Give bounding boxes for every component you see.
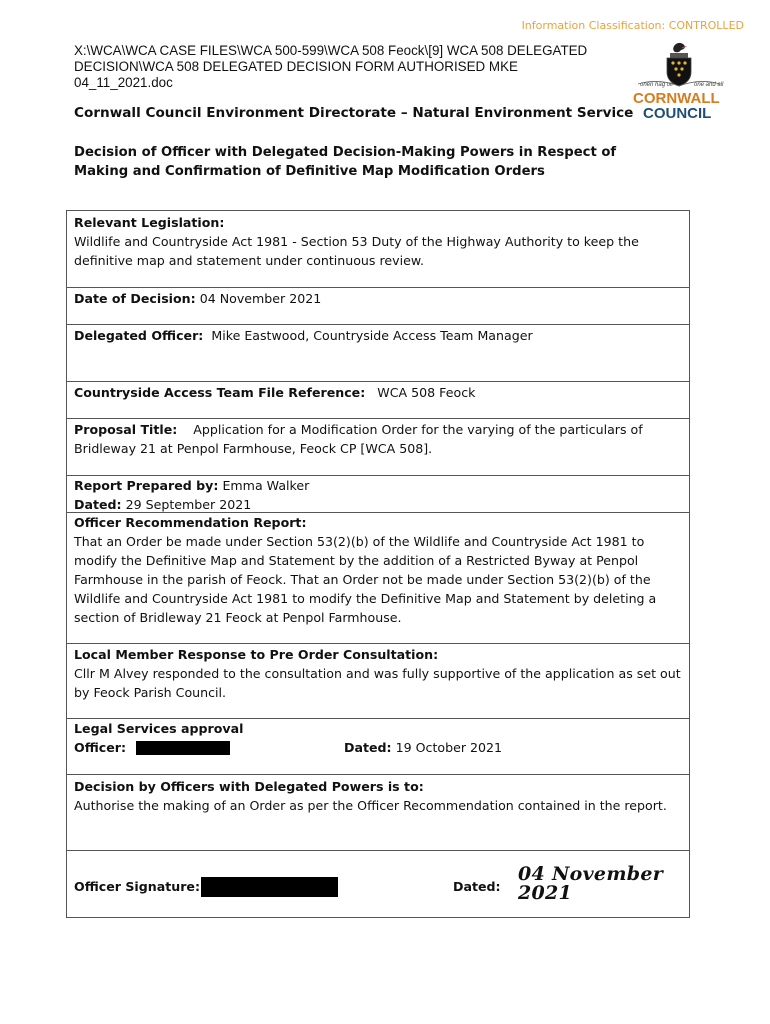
decision-date-row [67, 288, 689, 325]
signature-label: Officer Signature: [74, 879, 200, 894]
report-row [67, 476, 689, 513]
file-reference-label: Countryside Access Team File Reference: [74, 385, 366, 400]
legislation-value: Wildlife and Countryside Act 1981 - Section 53 Duty of the Highway Authority to keep the definitive map and statement under continuous review. [74, 234, 639, 268]
file-reference-value: WCA 508 Feock [377, 385, 476, 400]
logo-name-line1: CORNWALL [633, 90, 720, 107]
delegated-officer-label: Delegated Officer: [74, 328, 204, 343]
classification-label: Information Classification: CONTROLLED [521, 19, 744, 32]
report-prepared-label: Report Prepared by: [74, 478, 219, 493]
legislation-label: Relevant Legislation: [74, 215, 225, 230]
legal-label: Legal Services approval [74, 721, 244, 736]
legal-row [67, 719, 689, 775]
signature-row [67, 851, 689, 917]
decision-row [67, 775, 689, 851]
delegated-officer-row [67, 325, 689, 382]
local-member-row [67, 644, 689, 719]
cornwall-council-logo [630, 38, 728, 122]
directorate-heading: Cornwall Council Environment Directorate – Natural Environment Service [74, 105, 634, 121]
legal-dated-label: Dated: [344, 740, 392, 755]
legislation-row [67, 211, 689, 288]
recommendation-label: Officer Recommendation Report: [74, 515, 307, 530]
signature-redaction [201, 877, 338, 897]
decision-value: Authorise the making of an Order as per the Officer Recommendation contained in the report. [74, 798, 667, 813]
signature-dated-label: Dated: [453, 879, 501, 894]
local-member-value: Cllr M Alvey responded to the consultation and was fully supportive of the application as set out by Feock Parish Council. [74, 666, 681, 700]
file-path: X:\WCA\WCA CASE FILES\WCA 500-599\WCA 508 Feock\[9] WCA 508 DELEGATED DECISION\WCA 508 DELEGATED DECISION FORM AUTHORISED MKE 04_11_2021.doc [74, 43, 588, 90]
proposal-row [67, 419, 689, 476]
proposal-label: Proposal Title: [74, 422, 178, 437]
cornwall-council-crest-icon [638, 43, 720, 86]
legal-dated-value: 19 October 2021 [395, 740, 503, 755]
local-member-label: Local Member Response to Pre Order Consultation: [74, 647, 439, 662]
decision-date-label: Date of Decision: [74, 291, 196, 306]
proposal-value: Application for a Modification Order for the varying of the particulars of Bridleway 21 at Penpol Farmhouse, Feock CP [WCA 508]. [74, 422, 643, 456]
signature-dated-value: 04 November 2021 [518, 863, 664, 904]
decision-date-value: 04 November 2021 [199, 291, 322, 306]
legal-officer-label: Officer: [74, 740, 127, 755]
legal-officer-redaction [136, 741, 230, 755]
delegated-officer-value: Mike Eastwood, Countryside Access Team Manager [211, 328, 533, 343]
report-dated-value: 29 September 2021 [125, 497, 252, 512]
logo-motto-left: onen hag oll [640, 82, 673, 88]
file-reference-row [67, 382, 689, 419]
decision-form [66, 210, 690, 918]
report-dated-label: Dated: [74, 497, 122, 512]
recommendation-row [67, 513, 689, 644]
document-title: Decision of Officer with Delegated Decision-Making Powers in Respect of Making and Confirmation of Definitive Map Modification Orders [74, 145, 617, 179]
logo-name-line2: COUNCIL [643, 105, 712, 122]
decision-label: Decision by Officers with Delegated Powers is to: [74, 779, 424, 794]
report-prepared-value: Emma Walker [222, 478, 310, 493]
recommendation-value: That an Order be made under Section 53(2)(b) of the Wildlife and Countryside Act 1981 to modify the Definitive Map and Statement by the addition of a Restricted Byway at Penpol Farmhouse in the parish of Feock. That an Order not be made under Section 53(2)(b) of the Wildlife and Countryside Act 1981 to modify the Definitive Map and Statement by deleting a section of Bridleway 21 Feock at Penpol Farmhouse. [74, 534, 657, 625]
logo-motto-right: one and all [694, 82, 724, 88]
